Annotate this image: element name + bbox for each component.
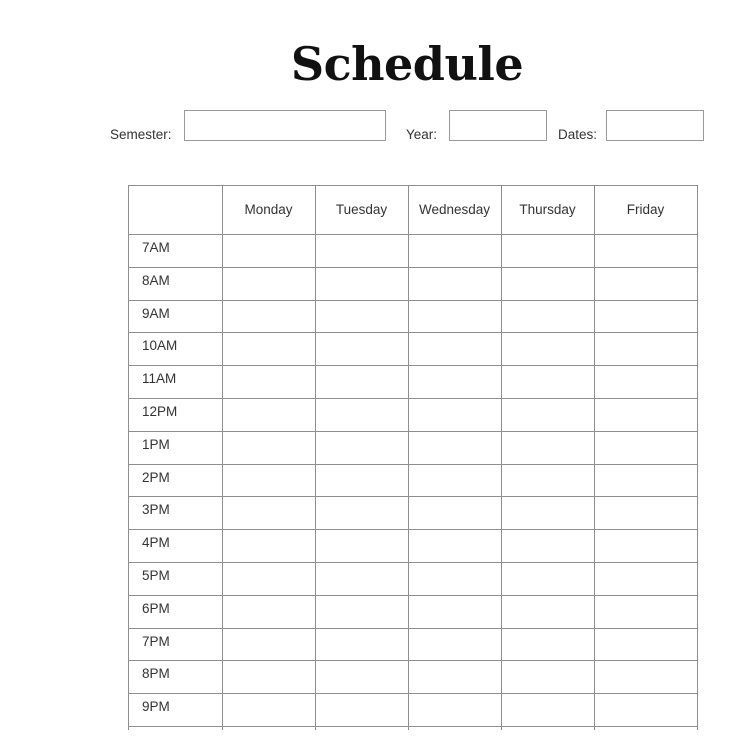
schedule-cell[interactable] <box>408 496 501 529</box>
day-header-thursday: Thursday <box>519 202 576 217</box>
semester-label: Semester: <box>110 127 172 142</box>
time-label: 9PM <box>142 699 170 714</box>
schedule-cell[interactable] <box>222 595 315 628</box>
time-label: 7PM <box>142 634 170 649</box>
schedule-cell[interactable] <box>594 464 697 497</box>
schedule-cell[interactable] <box>222 365 315 398</box>
header-corner-cell <box>128 185 222 234</box>
schedule-cell[interactable] <box>408 398 501 431</box>
schedule-cell[interactable] <box>222 332 315 365</box>
schedule-cell[interactable] <box>315 332 408 365</box>
schedule-cell[interactable] <box>408 693 501 726</box>
schedule-cell[interactable] <box>594 300 697 333</box>
schedule-cell[interactable] <box>408 628 501 661</box>
schedule-cell[interactable] <box>408 595 501 628</box>
schedule-cell[interactable] <box>501 562 594 595</box>
time-label: 4PM <box>142 535 170 550</box>
schedule-cell[interactable] <box>408 300 501 333</box>
schedule-cell[interactable] <box>222 431 315 464</box>
schedule-cell[interactable] <box>594 562 697 595</box>
schedule-cell[interactable] <box>315 234 408 267</box>
schedule-cell[interactable] <box>594 267 697 300</box>
schedule-cell[interactable] <box>408 562 501 595</box>
schedule-cell[interactable] <box>501 332 594 365</box>
schedule-cell[interactable] <box>594 332 697 365</box>
schedule-cell[interactable] <box>501 365 594 398</box>
time-label: 10AM <box>142 338 178 353</box>
schedule-cell[interactable] <box>315 496 408 529</box>
semester-field[interactable] <box>184 110 386 141</box>
schedule-cell[interactable] <box>222 234 315 267</box>
time-label: 1PM <box>142 437 170 452</box>
schedule-cell[interactable] <box>315 300 408 333</box>
time-label: 11AM <box>142 371 177 386</box>
schedule-cell[interactable] <box>408 464 501 497</box>
day-header-monday: Monday <box>244 202 293 217</box>
schedule-cell[interactable] <box>594 693 697 726</box>
schedule-cell[interactable] <box>222 562 315 595</box>
time-label: 7AM <box>142 240 170 255</box>
schedule-cell[interactable] <box>222 464 315 497</box>
schedule-cell[interactable] <box>594 234 697 267</box>
schedule-cell[interactable] <box>594 365 697 398</box>
year-label: Year: <box>406 127 438 142</box>
schedule-cell[interactable] <box>501 693 594 726</box>
schedule-cell[interactable] <box>315 398 408 431</box>
schedule-cell[interactable] <box>501 267 594 300</box>
schedule-cell[interactable] <box>315 660 408 693</box>
schedule-cell[interactable] <box>315 628 408 661</box>
day-header-wednesday: Wednesday <box>418 202 491 217</box>
time-label: 8AM <box>142 273 170 288</box>
schedule-cell[interactable] <box>408 267 501 300</box>
schedule-cell[interactable] <box>222 693 315 726</box>
day-header-friday: Friday <box>626 202 665 217</box>
grid-row-line <box>128 726 698 727</box>
schedule-cell[interactable] <box>315 365 408 398</box>
year-field[interactable] <box>449 110 547 141</box>
schedule-cell[interactable] <box>315 529 408 562</box>
schedule-cell[interactable] <box>501 529 594 562</box>
schedule-cell[interactable] <box>222 496 315 529</box>
schedule-cell[interactable] <box>501 660 594 693</box>
page-title: Schedule <box>290 37 524 91</box>
time-label: 9AM <box>142 306 170 321</box>
schedule-cell[interactable] <box>408 660 501 693</box>
schedule-cell[interactable] <box>222 660 315 693</box>
schedule-cell[interactable] <box>501 464 594 497</box>
schedule-cell[interactable] <box>408 332 501 365</box>
schedule-cell[interactable] <box>315 595 408 628</box>
schedule-cell[interactable] <box>594 595 697 628</box>
schedule-cell[interactable] <box>594 529 697 562</box>
schedule-cell[interactable] <box>501 628 594 661</box>
schedule-cell[interactable] <box>501 234 594 267</box>
schedule-cell[interactable] <box>222 628 315 661</box>
dates-field[interactable] <box>606 110 704 141</box>
time-label: 12PM <box>142 404 178 419</box>
schedule-cell[interactable] <box>222 398 315 431</box>
time-label: 8PM <box>142 666 170 681</box>
dates-label: Dates: <box>558 127 598 142</box>
schedule-cell[interactable] <box>594 628 697 661</box>
schedule-cell[interactable] <box>315 693 408 726</box>
schedule-table <box>128 185 698 730</box>
time-label: 2PM <box>142 470 170 485</box>
time-label: 6PM <box>142 601 170 616</box>
schedule-cell[interactable] <box>408 234 501 267</box>
schedule-cell[interactable] <box>594 660 697 693</box>
schedule-cell[interactable] <box>408 529 501 562</box>
schedule-cell[interactable] <box>315 562 408 595</box>
schedule-cell[interactable] <box>222 300 315 333</box>
schedule-cell[interactable] <box>594 431 697 464</box>
schedule-cell[interactable] <box>315 431 408 464</box>
time-label: 3PM <box>142 502 170 517</box>
schedule-cell[interactable] <box>594 398 697 431</box>
schedule-cell[interactable] <box>501 398 594 431</box>
schedule-cell[interactable] <box>222 529 315 562</box>
schedule-cell[interactable] <box>501 595 594 628</box>
time-label: 5PM <box>142 568 170 583</box>
schedule-cell[interactable] <box>222 267 315 300</box>
schedule-cell[interactable] <box>408 365 501 398</box>
schedule-cell[interactable] <box>501 431 594 464</box>
schedule-cell[interactable] <box>594 496 697 529</box>
schedule-cell[interactable] <box>501 300 594 333</box>
schedule-cell[interactable] <box>408 431 501 464</box>
day-header-tuesday: Tuesday <box>335 202 388 217</box>
schedule-cell[interactable] <box>315 464 408 497</box>
schedule-cell[interactable] <box>501 496 594 529</box>
schedule-cell[interactable] <box>315 267 408 300</box>
